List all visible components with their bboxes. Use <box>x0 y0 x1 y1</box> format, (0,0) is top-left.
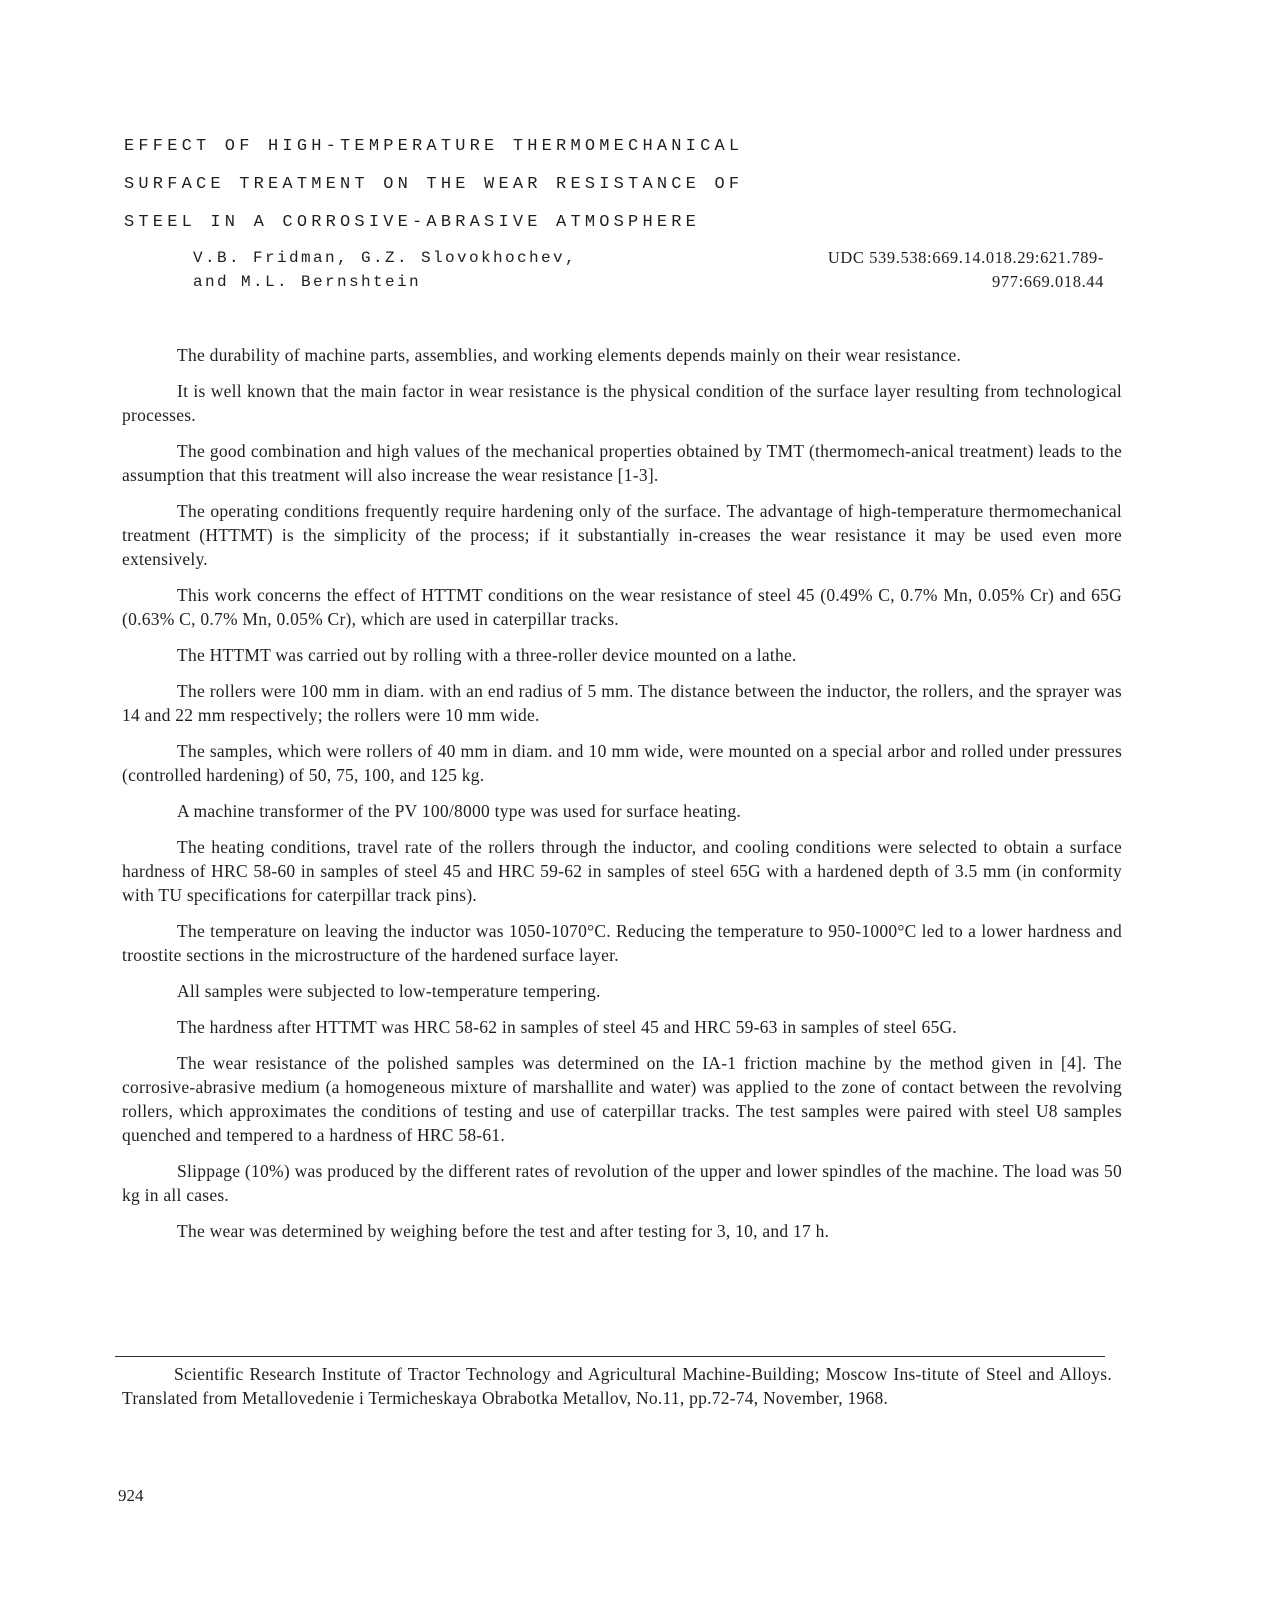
author-line: V.B. Fridman, G.Z. Slovokhochev, <box>193 249 578 267</box>
body-paragraph: The HTTMT was carried out by rolling with a three-roller device mounted on a lathe. <box>177 645 797 665</box>
author-list <box>193 246 577 294</box>
footnote: Scientific Research Institute of Tractor Technology and Agricultural Machine-Building; Moscow Ins-titute of Steel and Alloys. Translated from Metallovedenie i Termicheskaya Obrabotka Metallov, No.11, pp.72-74, November, 1968. <box>122 1364 1112 1408</box>
body-paragraph: The operating conditions frequently require hardening only of the surface. The advantage of high-temperature thermomechanical treatment (HTTMT) is the simplicity of the process; if it substantially in-creases the wear resistance it may be used even more extensively. <box>122 501 1122 569</box>
body-paragraph: The samples, which were rollers of 40 mm in diam. and 10 mm wide, were mounted on a special arbor and rolled under pressures (controlled hardening) of 50, 75, 100, and 125 kg. <box>122 741 1122 785</box>
udc-line: UDC 539.538:669.14.018.29:621.789- <box>827 248 1104 267</box>
udc-classification <box>828 246 1104 294</box>
body-paragraph: The hardness after HTTMT was HRC 58-62 in samples of steel 45 and HRC 59-63 in samples of steel 65G. <box>177 1017 957 1037</box>
body-paragraph: The wear resistance of the polished samples was determined on the IA-1 friction machine by the method given in [4]. The corrosive-abrasive medium (a homogeneous mixture of marshallite and water) was applied to the zone of contact between the revolving rollers, which approximates the conditions of testing and use of caterpillar tracks. The test samples were paired with steel U8 samples quenched and tempered to a hardness of HRC 58-61. <box>122 1053 1122 1145</box>
body-paragraph: The heating conditions, travel rate of the rollers through the inductor, and cooling conditions were selected to obtain a surface hardness of HRC 58-60 in samples of steel 45 and HRC 59-62 in samples of steel 65G with a hardened depth of 3.5 mm (in conformity with TU specifications for caterpillar track pins). <box>122 837 1122 905</box>
page-number: 924 <box>118 1486 144 1505</box>
body-paragraph: It is well known that the main factor in wear resistance is the physical condition of the surface layer resulting from technological processes. <box>122 381 1122 425</box>
body-paragraph: The good combination and high values of the mechanical properties obtained by TMT (thermomech-anical treatment) leads to the assumption that this treatment will also increase the wear resistance [1-3]. <box>122 441 1122 485</box>
article-body <box>122 343 1122 1255</box>
title-line: SURFACE TREATMENT ON THE WEAR RESISTANCE OF <box>124 175 744 194</box>
body-paragraph: The wear was determined by weighing before the test and after testing for 3, 10, and 17 h. <box>177 1221 830 1241</box>
body-paragraph: This work concerns the effect of HTTMT conditions on the wear resistance of steel 45 (0.49% C, 0.7% Mn, 0.05% Cr) and 65G (0.63% C, 0.7% Mn, 0.05% Cr), which are used in caterpillar tracks. <box>122 585 1122 629</box>
body-paragraph: A machine transformer of the PV 100/8000 type was used for surface heating. <box>177 801 742 821</box>
title-line: STEEL IN A CORROSIVE-ABRASIVE ATMOSPHERE <box>124 213 701 232</box>
body-paragraph: Slippage (10%) was produced by the different rates of revolution of the upper and lower spindles of the machine. The load was 50 kg in all cases. <box>122 1161 1122 1205</box>
author-line: and M.L. Bernshtein <box>193 273 422 291</box>
body-paragraph: The temperature on leaving the inductor was 1050-1070°C. Reducing the temperature to 950-1000°C led to a lower hardness and troostite sections in the microstructure of the hardened surface layer. <box>122 921 1122 965</box>
body-paragraph: The rollers were 100 mm in diam. with an end radius of 5 mm. The distance between the inductor, the rollers, and the sprayer was 14 and 22 mm respectively; the rollers were 10 mm wide. <box>122 681 1122 725</box>
title-line: EFFECT OF HIGH-TEMPERATURE THERMOMECHANICAL <box>124 137 744 156</box>
article-title <box>124 128 743 242</box>
body-paragraph: All samples were subjected to low-temperature tempering. <box>177 981 601 1001</box>
body-paragraph: The durability of machine parts, assemblies, and working elements depends mainly on their wear resistance. <box>177 345 962 365</box>
footnote-divider <box>115 1356 1105 1357</box>
udc-line: 977:669.018.44 <box>992 272 1104 291</box>
